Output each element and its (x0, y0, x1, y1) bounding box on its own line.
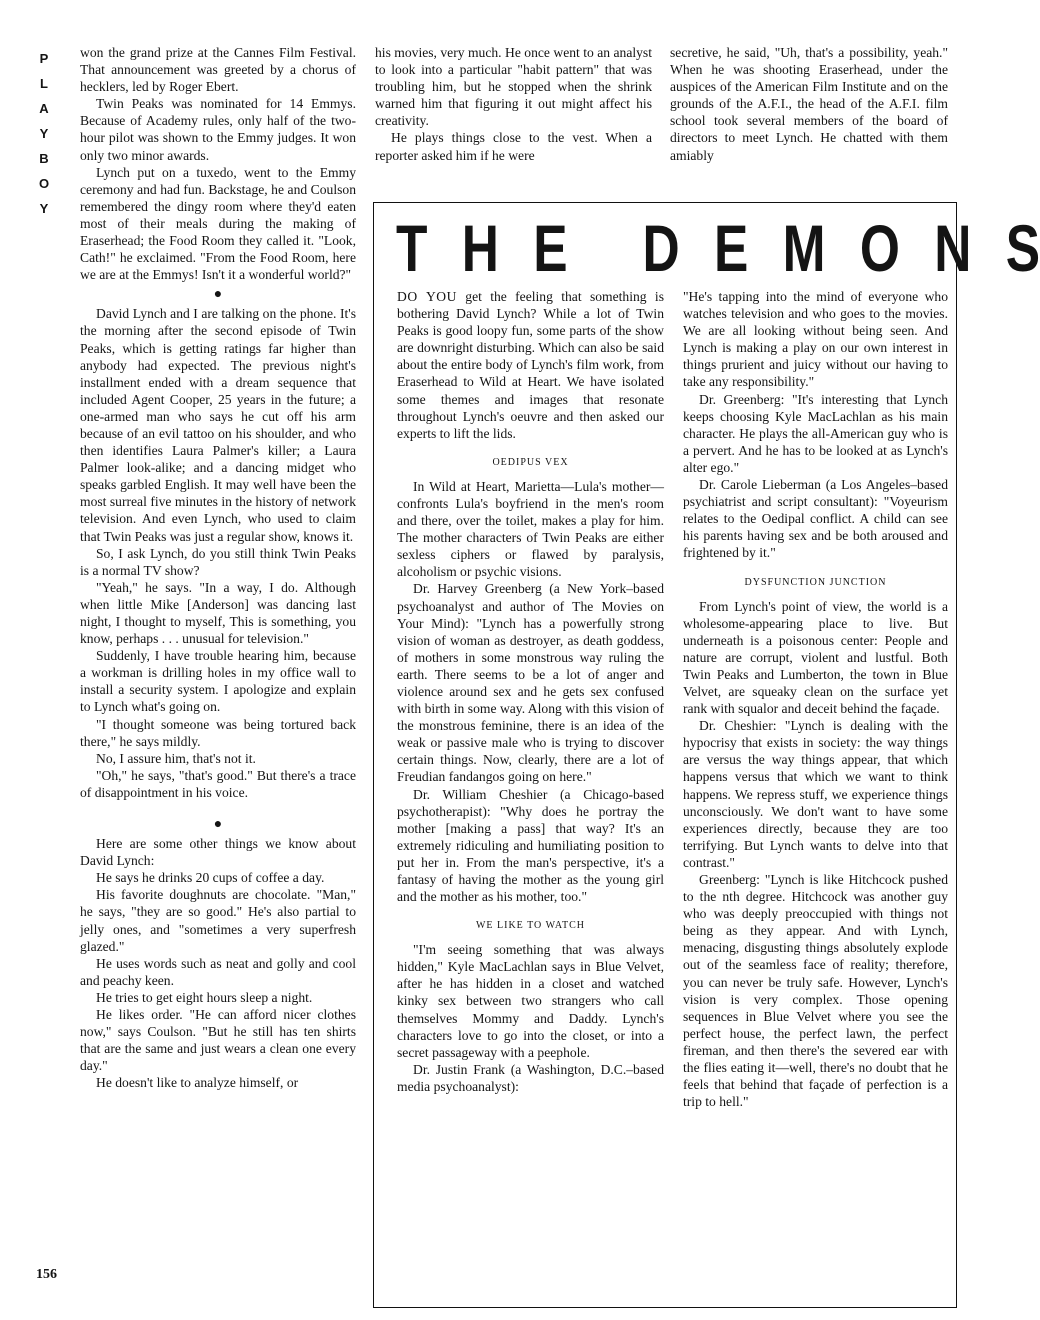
running-head-letter: L (40, 76, 48, 91)
running-head-letter: Y (39, 201, 49, 216)
title-letter: N (934, 211, 972, 285)
running-head-letter: Y (39, 126, 49, 141)
running-head (33, 46, 55, 221)
paragraph: He plays things close to the vest. When a reporter asked him if he were (375, 130, 652, 163)
subhead: OEDIPUS VEX (492, 456, 569, 468)
subhead: WE LIKE TO WATCH (475, 920, 586, 932)
page-number: 156 (36, 1267, 57, 1282)
paragraph: "He's tapping into the mind of everyone who watches television and who goes to the movies. We are all looking without being seen. And Lynch is making a play on our own interest in things prurient and juicy without our having to take any responsibility." (683, 289, 948, 390)
paragraph: won the grand prize at the Cannes Film Festival. That announcement was greeted by a chorus of hecklers, led by Roger Ebert. (80, 45, 356, 95)
paragraph: He uses words such as neat and golly and cool and peachy keen. (80, 955, 356, 988)
paragraph: So, I ask Lynch, do you still think Twin Peaks is a normal TV show? (80, 545, 356, 578)
subhead: DYSFUNCTION JUNCTION (744, 576, 887, 588)
title-letter: E (533, 211, 568, 285)
paragraph: secretive, he said, "Uh, that's a possibility, yeah." When he was shooting Eraserhead, under the auspices of the American Film Institute and on the grounds of the A.F.I., the head of the A.F.I. film school took several members of the board of directors to meet Lynch. He chatted with them amiably (670, 45, 948, 163)
paragraph: No, I assure him, that's not it. (96, 750, 256, 766)
section-break-bullet: ● (213, 287, 223, 303)
paragraph: "Oh," he says, "that's good." But there's a trace of disappointment in his voice. (80, 767, 356, 800)
paragraph (397, 288, 664, 442)
title-letter: E (714, 211, 749, 285)
paragraph: Dr. William Cheshier (a Chicago-based psychotherapist): "Why does he portray the mother [making a pass] that way? It's an extremely ridiculing and humiliating position to put her in. From the man's perspective, it's a fantasy of having the mother as the young girl and the mother as his mother, too." (397, 786, 664, 905)
paragraph-text: get the feeling that something is bothering David Lynch? While a lot of Twin Peaks is good loopy fun, some parts of the show are downright disturbing. Which can also be said about the entire body of Lynch's film work, from Eraserhead to Wild at Heart. We have isolated some themes and images that resonate throughout Lynch's oeuvre and then asked our experts to lift the lids. (397, 289, 664, 441)
paragraph: Dr. Cheshier: "Lynch is dealing with the hypocrisy that exists in society: the way things are versus the way things appear, that which happens versus that which we want to think happens. We repress stuff, we experience things unconsciously. We don't want to have some experiences directly, because they are too terrifying. But Lynch wants to delve into that contrast." (683, 718, 948, 870)
paragraph: Dr. Justin Frank (a Washington, D.C.–based media psychoanalyst): (397, 1061, 664, 1094)
paragraph: He likes order. "He can afford nicer clothes now," says Coulson. "But he still has ten shirts that are the same and just wears a clean one every day." (80, 1006, 356, 1074)
paragraph: Lynch put on a tuxedo, went to the Emmy ceremony and had fun. Backstage, he and Coulson remembered the dingy room where they'd eaten most of their meals during the making of Eraserhead; the Food Room they called it. "Look, Cath!" he exclaimed. "From the Food Room, here we are at the Emmys! Isn't it a wonderful world?" (80, 164, 356, 283)
sidebar-title (396, 211, 1040, 285)
paragraph: Here are some other things we know about David Lynch: (80, 836, 356, 869)
running-head-letter: O (38, 176, 50, 191)
paragraph: "Yeah," he says. "In a way, I do. Although when little Mike [Anderson] was dancing last night, I thought to myself, This is something, you know, perhaps . . . unusual for television." (80, 579, 356, 647)
paragraph: In Wild at Heart, Marietta—Lula's mother—confronts Lula's boyfriend in the men's room and there, over the toilet, makes a play for him. The mother characters of Twin Peaks are either sexless ciphers or flawed by paralysis, alcoholism or psychic visions. (397, 478, 664, 580)
paragraph: Suddenly, I have trouble hearing him, because a workman is drilling holes in my office wall to install a security system. I apologize and explain to Lynch what's going on. (80, 648, 356, 715)
title-letter: O (859, 211, 900, 285)
paragraph: He says he drinks 20 cups of coffee a day. (96, 870, 325, 886)
title-letter: D (642, 211, 680, 285)
paragraph: His favorite doughnuts are chocolate. "Man," he says, "they are so good." He's also partial to jelly ones, and "sometimes a very superfresh glazed." (80, 887, 356, 954)
title-letter: M (782, 211, 826, 285)
title-letter: H (461, 211, 499, 285)
paragraph: Dr. Carole Lieberman (a Los Angeles–based psychiatrist and script consultant): "Voyeurism relates to the Oedipal conflict. A child can see his parents having sex and be both aroused and frightened by it." (683, 477, 948, 561)
title-letter: T (396, 211, 428, 285)
paragraph: Greenberg: "Lynch is like Hitchcock pushed to the nth degree. Hitchcock was another guy who was deeply preoccupied with things not being as they appear. And with Lynch, menacing, disgusting things absolutely explode out of the seamless face of reality; therefore, you can never be truly safe. However, Lynch's vision is very complex. Those opening sequences in Blue Velvet where you see the perfect house, the perfect lawn, the perfect fireman, and then there's the severed ear with the flies eating it—well, there's no doubt that he feels that behind that façade of perfection is a trip to hell." (683, 872, 948, 1110)
lead-in-caps: DO YOU (397, 289, 457, 304)
paragraph: Dr. Greenberg: "It's interesting that Lynch keeps choosing Kyle MacLachlan as his main character. He plays the all-American guy who is a pervert. And he has to be looked at as Lynch's alter ego." (683, 391, 948, 475)
section-break-bullet: ● (213, 817, 223, 833)
main-column-1 (80, 44, 356, 1091)
paragraph: his movies, very much. He once went to an analyst to look into a particular "habit pattern" that was troubling him, but he stopped when the shrink warned him that figuring it out might affect his creativity. (375, 45, 652, 129)
paragraph: "I'm seeing something that was always hidden," Kyle MacLachlan says in Blue Velvet, after he has hidden in a closet and watched kinky sex between two strangers who call themselves Mommy and Daddy. Lynch's characters love to go into the closet, or into a secret passageway with a peephole. (397, 942, 664, 1060)
paragraph: He tries to get eight hours sleep a night. (96, 989, 313, 1005)
main-column-3-top (670, 44, 948, 164)
title-letter: S (1005, 211, 1040, 285)
paragraph: David Lynch and I are talking on the phone. It's the morning after the second episode of Twin Peaks, which is getting ratings far higher than anybody had expected. The previous night's installment ended with a dream sequence that included Agent Cooper, 25 years in the future; a one-armed man who says he cut off his arm because of an evil tattoo on his shoulder, and who then identifies Laura Palmer's killer; a Laura Palmer look-alike; and a dancing midget who speaks garbled English. It may well have been the most surreal five minutes in the history of network television. And even Lynch, who used to claim that Twin Peaks was just a regular show, knows it. (80, 306, 356, 544)
paragraph: Dr. Harvey Greenberg (a New York–based psychoanalyst and author of The Movies on Your Mind): "Lynch has a powerfully strong vision of woman as destroyer, as death goddess, of mothers in some monstrous way ruling the earth. There seems to be a lot of anger and violence around sex and he gets sex confused with birth in some way. Along with this vision of the monstrous feminine, there is an idea of the weak or passive male who is trying to discover certain things. Now, clearly, there are a lot of Freudian fandangos going on here." (397, 581, 664, 785)
paragraph: He doesn't like to analyze himself, or (96, 1075, 299, 1091)
main-column-2-top (375, 44, 652, 164)
paragraph: From Lynch's point of view, the world is a wholesome-appearing place to live. But underneath is a poisonous center: People and nature are corrupt, violent and lustful. Both Twin Peaks and Lumberton, the town in Blue Velvet, are squeaky clean on the surface yet rank with squalor and deceit behind the façade. (683, 598, 948, 717)
sidebar-column-1 (397, 288, 664, 1095)
paragraph: Twin Peaks was nominated for 14 Emmys. Because of Academy rules, only half of the two-hour pilot was shown to the Emmy judges. It won only two minor awards. (80, 96, 356, 163)
paragraph: "I thought someone was being tortured back there," he says mildly. (80, 716, 356, 749)
running-head-letter: P (39, 51, 49, 66)
running-head-letter: B (39, 151, 49, 166)
sidebar-column-2 (683, 288, 948, 1110)
running-head-letter: A (39, 101, 49, 116)
